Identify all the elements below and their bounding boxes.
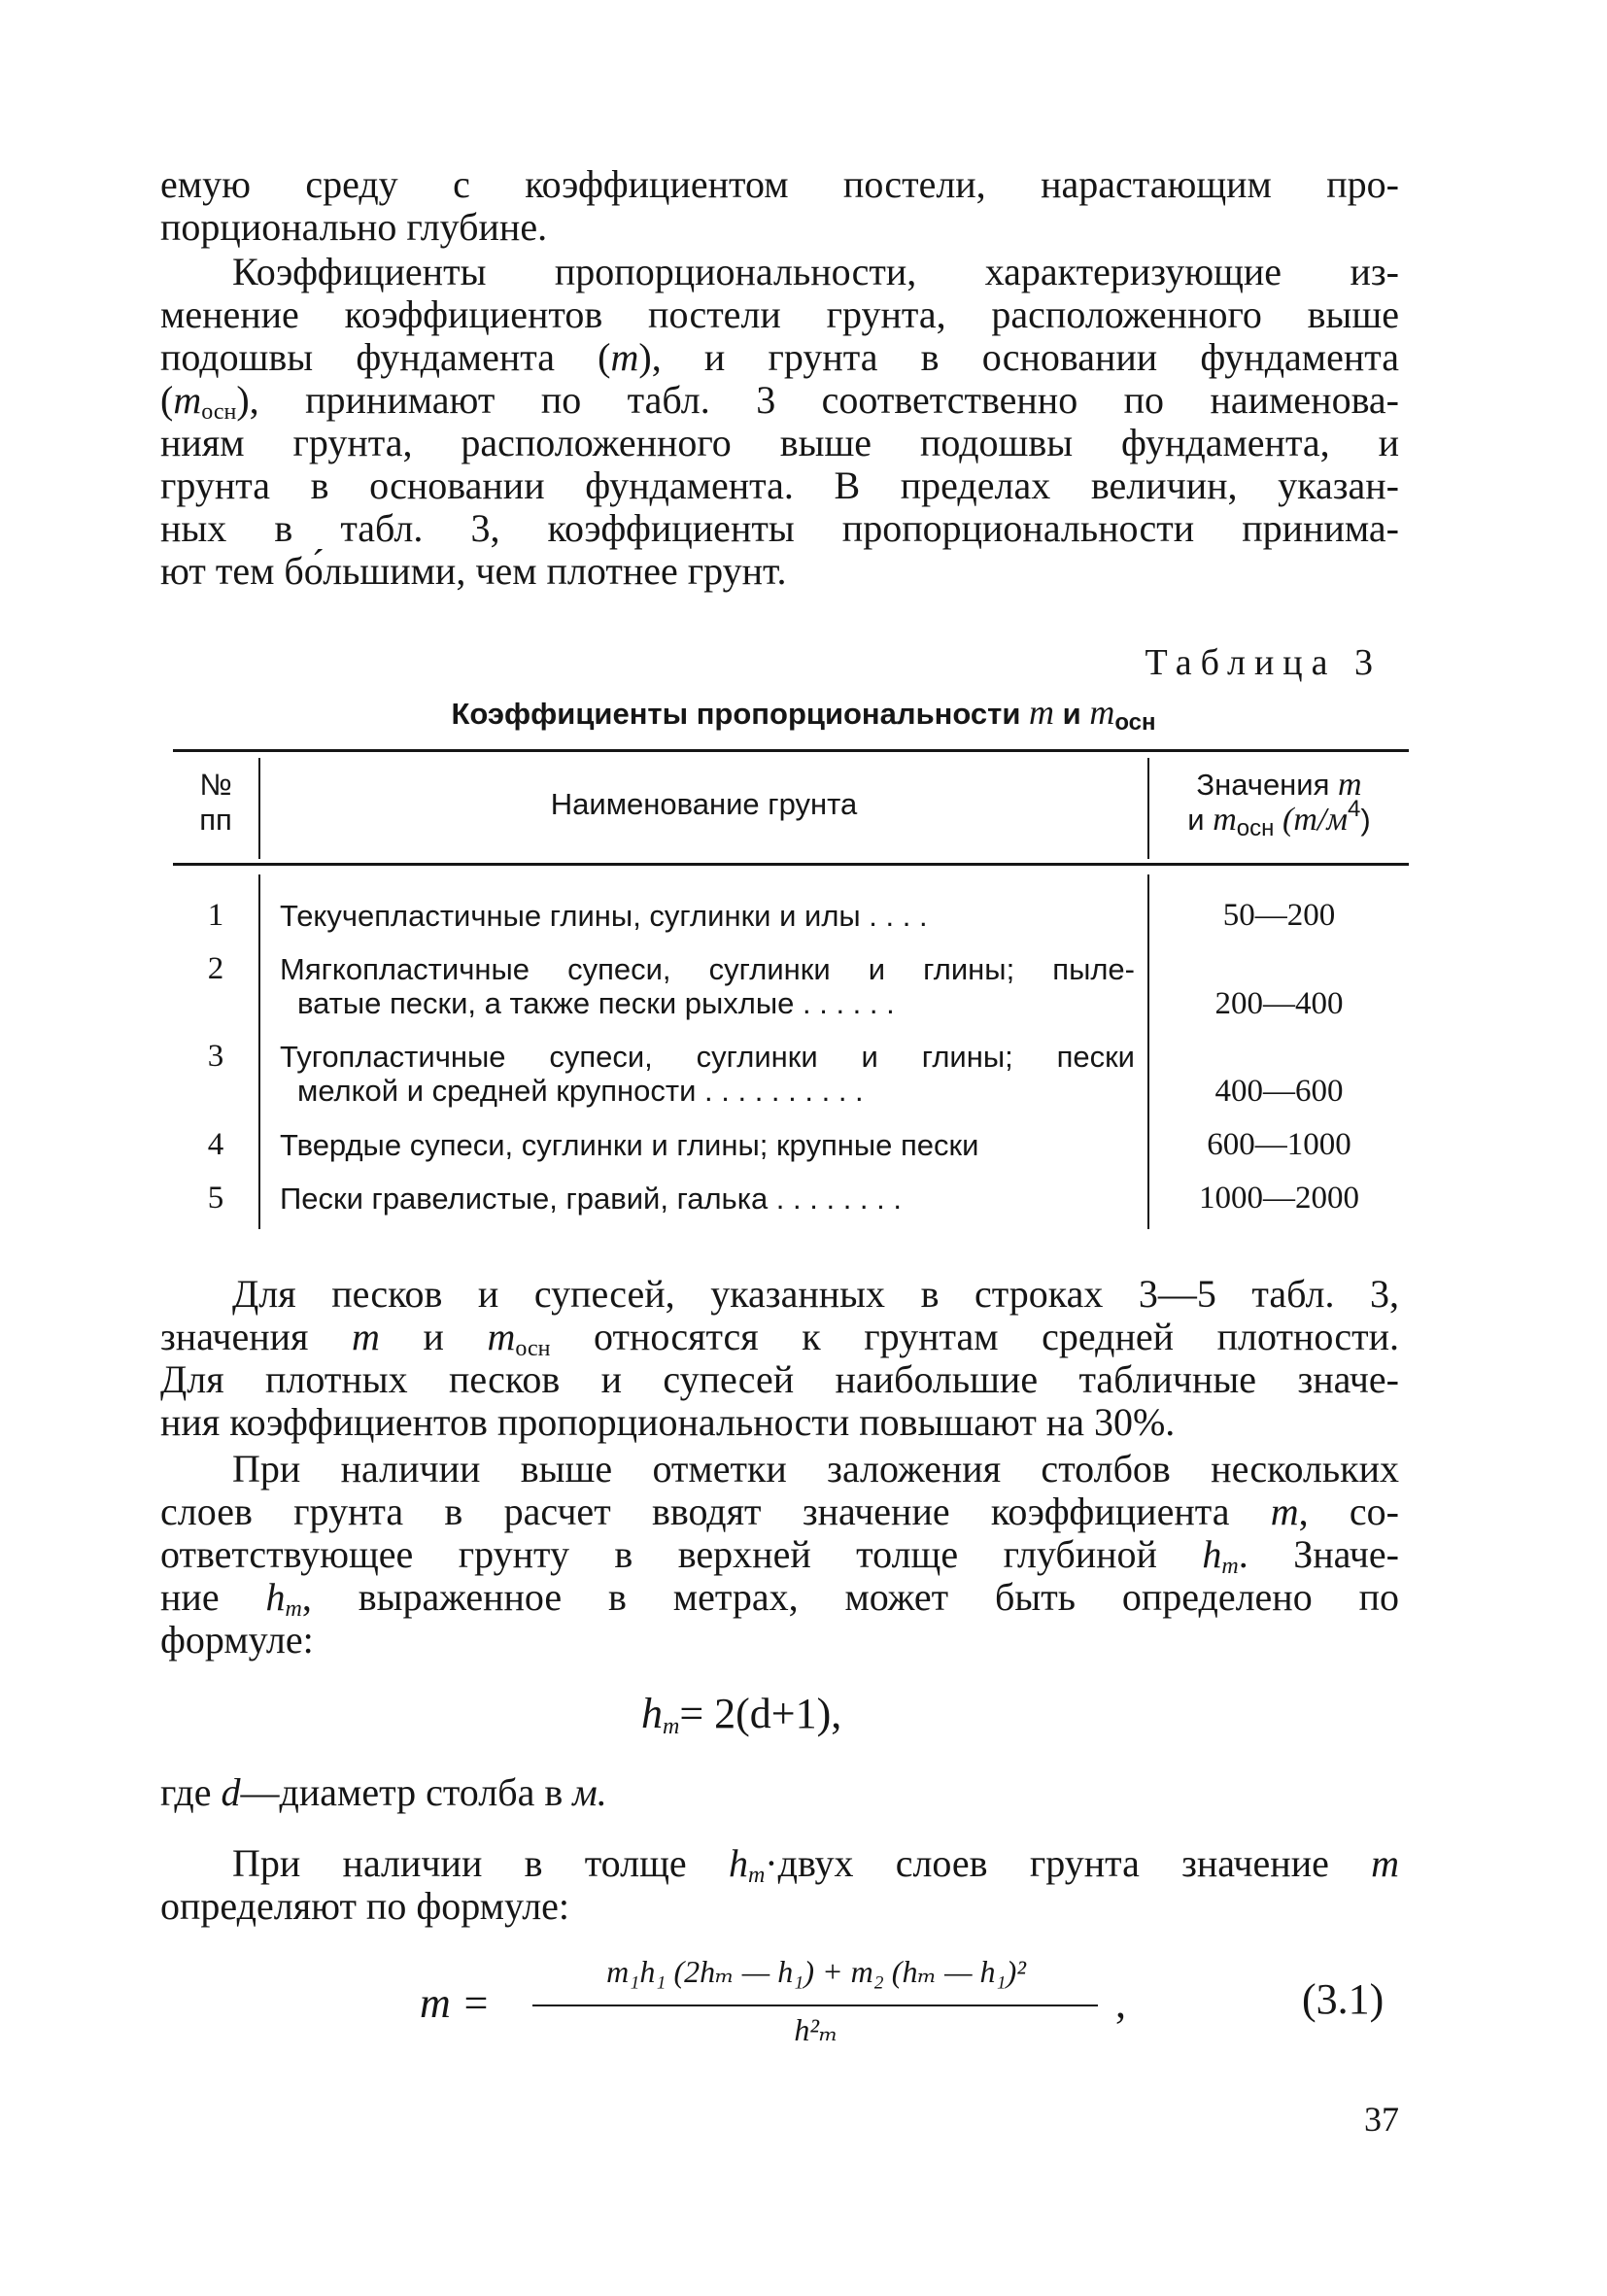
text-line: определяют по формуле:	[160, 1884, 570, 1928]
formula-numerator: m₁h₁ (2hₘ — h₁) + m₂ (hₘ — h₁)²	[606, 1954, 1026, 1989]
text-fragment: , выраженное в метрах, может быть определено по	[301, 1575, 1400, 1619]
text-line: порционально глубине.	[160, 205, 548, 249]
header-values-label: Значения	[1196, 768, 1330, 802]
table-row-num: 2	[207, 951, 224, 986]
header-values	[1149, 767, 1409, 841]
table-title-text: Коэффициенты пропорциональности	[451, 697, 1021, 731]
formula-trail: ,	[1115, 1979, 1126, 2027]
var-m: m	[487, 1315, 516, 1358]
table-row-name	[280, 1128, 1135, 1162]
text-fragment: ), и грунта в основании фундамента	[638, 335, 1399, 379]
var-m: m	[1270, 1490, 1299, 1533]
text-line: Для плотных песков и супесей наибольшие табличные значе-	[160, 1357, 1399, 1401]
text-fragment: слоев грунта в расчет вводят значение коэффициента	[160, 1490, 1230, 1533]
text-line: ных в табл. 3, коэффициенты пропорциональности принима-	[160, 506, 1399, 550]
fraction-bar	[532, 2005, 1098, 2006]
text-fragment: При наличии в толще	[232, 1841, 687, 1885]
text-fragment: ), принимают по табл. 3 соответственно по наименова-	[236, 378, 1399, 422]
table-cell-line: Мягкопластичные супеси, суглинки и глины; пыле-	[280, 952, 1135, 986]
var-m-osn	[487, 1315, 551, 1361]
var-m-osn: m	[1089, 693, 1115, 732]
subscript-m: m	[663, 1714, 680, 1739]
text-line: ния коэффициентов пропорциональности повышают на 30%.	[160, 1400, 1176, 1444]
header-values-and: и	[1187, 803, 1205, 837]
paragraph-3	[160, 1273, 1399, 1444]
header-values-line2	[1149, 796, 1409, 841]
text-fragment: где	[160, 1770, 212, 1814]
var-m: m	[352, 1315, 380, 1358]
text-line	[160, 1841, 1400, 1888]
header-values-line1	[1149, 768, 1409, 803]
var-h: h	[728, 1841, 748, 1885]
page-number: 37	[1364, 2100, 1399, 2139]
text-line: Для песков и супесей, указанных в строках 3—5 табл. 3,	[232, 1272, 1399, 1316]
table-row-name	[280, 1040, 1135, 1108]
subscript-m-text: m	[747, 1863, 766, 1888]
table-row-value: 600—1000	[1207, 1127, 1351, 1162]
table-cell-line: ватые пески, а также пески рыхлые . . . . . .	[297, 986, 895, 1020]
table-row-num: 1	[207, 898, 224, 933]
table-row-value: 1000—2000	[1199, 1181, 1359, 1216]
text-fragment: —диаметр столба в	[240, 1770, 564, 1814]
text-fragment: ние	[160, 1575, 220, 1619]
table-cell-line: Тугопластичные супеси, суглинки и глины; пески	[280, 1040, 1135, 1074]
var-m: m	[1338, 767, 1362, 803]
equation-number: (3.1)	[1302, 1975, 1385, 2023]
formula-hm	[641, 1689, 841, 1738]
text-line: Коэффициенты пропорциональности, характеризующие из-	[232, 250, 1399, 293]
table-title	[0, 692, 1607, 736]
table-cell-line: Текучепластичные глины, суглинки и илы . . . .	[280, 899, 928, 933]
header-unit: (т/м	[1282, 802, 1349, 838]
table-header-rule	[173, 863, 1409, 866]
unit-m: м.	[572, 1770, 607, 1814]
var-m-osn: m	[173, 378, 202, 422]
text-fragment: подошвы фундамента (	[160, 335, 611, 379]
intro-paragraph-1	[160, 163, 1399, 249]
var-m: m	[1029, 693, 1055, 732]
text-line: ют тем бо́льшими, чем плотнее грунт.	[160, 549, 787, 593]
var-h: h	[641, 1690, 663, 1737]
table-row-value: 200—400	[1214, 986, 1344, 1021]
table-row-name	[280, 952, 1135, 1020]
table-row-value: 400—600	[1214, 1074, 1344, 1109]
subscript-osn: осн	[201, 399, 237, 425]
text-fragment: ·двух слоев грунта значение	[765, 1841, 1329, 1885]
text-fragment: значения	[160, 1315, 309, 1358]
table-row-num: 4	[207, 1127, 224, 1162]
var-h-m	[265, 1575, 302, 1622]
paragraph-5	[160, 1842, 1399, 1928]
var-m-osn: m	[1213, 802, 1237, 838]
table-caption: Таблица 3	[1145, 642, 1382, 683]
subscript-osn: осн	[1114, 709, 1156, 736]
subscript-osn: осн	[515, 1336, 551, 1361]
text-fragment: (	[160, 378, 174, 422]
header-number	[173, 768, 258, 838]
text-line	[160, 1575, 1400, 1622]
var-m: m	[610, 335, 639, 379]
subscript-m-text: m	[285, 1596, 302, 1622]
header-name: Наименование грунта	[550, 787, 858, 821]
text-line	[160, 1491, 1399, 1533]
text-fragment: относятся к грунтам средней плотности.	[594, 1315, 1399, 1358]
paragraph-4	[160, 1448, 1399, 1662]
text-fragment: и	[423, 1315, 444, 1358]
var-h: h	[265, 1575, 286, 1619]
header-unit-close: )	[1360, 803, 1371, 837]
text-line	[160, 1315, 1399, 1361]
text-fragment: , со-	[1298, 1490, 1400, 1533]
text-fragment: . Значе-	[1238, 1532, 1399, 1576]
table-row-num: 3	[207, 1039, 224, 1074]
table-row-value: 50—200	[1222, 898, 1336, 933]
text-line	[160, 1532, 1399, 1579]
table-row-num: 5	[207, 1181, 224, 1216]
subscript-m-text: m	[1221, 1554, 1239, 1579]
text-line: грунта в основании фундамента. В пределах величин, указан-	[160, 463, 1399, 507]
table-cell-line: Твердые супеси, суглинки и глины; крупные пески	[280, 1128, 979, 1162]
table-cell-line: Пески гравелистые, гравий, галька . . . . . . . .	[280, 1182, 902, 1216]
text-line	[160, 378, 1399, 425]
var-h-m	[1202, 1532, 1239, 1579]
formula-denominator: h²ₘ	[794, 2012, 838, 2047]
text-line: емую среду с коэффициентом постели, нарастающим про-	[160, 162, 1399, 206]
table-title-and: и	[1062, 697, 1081, 731]
var-m: m	[1371, 1841, 1400, 1885]
table-row-name	[280, 899, 1135, 933]
text-fragment: ответствующее грунту в верхней толще глубиной	[160, 1532, 1157, 1576]
table-col-divider	[258, 874, 260, 1229]
text-line: менение коэффициентов постели грунта, расположенного выше	[160, 292, 1399, 336]
text-line: При наличии выше отметки заложения столбов нескольких	[232, 1447, 1399, 1491]
where-line	[160, 1771, 1399, 1814]
subscript-m	[748, 1863, 765, 1888]
formula-rhs: = 2(d+1),	[679, 1690, 842, 1737]
subscript-osn: осн	[1236, 815, 1275, 841]
var-h-m	[728, 1841, 766, 1888]
table-top-rule	[173, 749, 1409, 752]
var-d: d	[221, 1770, 241, 1814]
var-h: h	[1202, 1532, 1222, 1576]
header-number-pp: пп	[199, 803, 232, 837]
text-line: формуле:	[160, 1618, 314, 1662]
table-row-name	[280, 1182, 1135, 1216]
header-number-sign: №	[199, 768, 232, 802]
header-unit-power: 4	[1348, 796, 1361, 822]
table-cell-line: мелкой и средней крупности . . . . . . . . . .	[297, 1074, 864, 1108]
intro-paragraph-2	[160, 251, 1399, 593]
text-line: ниям грунта, расположенного выше подошвы фундамента, и	[160, 421, 1399, 464]
text-line	[160, 336, 1399, 379]
formula-lhs: m =	[420, 1979, 491, 2027]
text-line	[160, 1771, 1399, 1814]
